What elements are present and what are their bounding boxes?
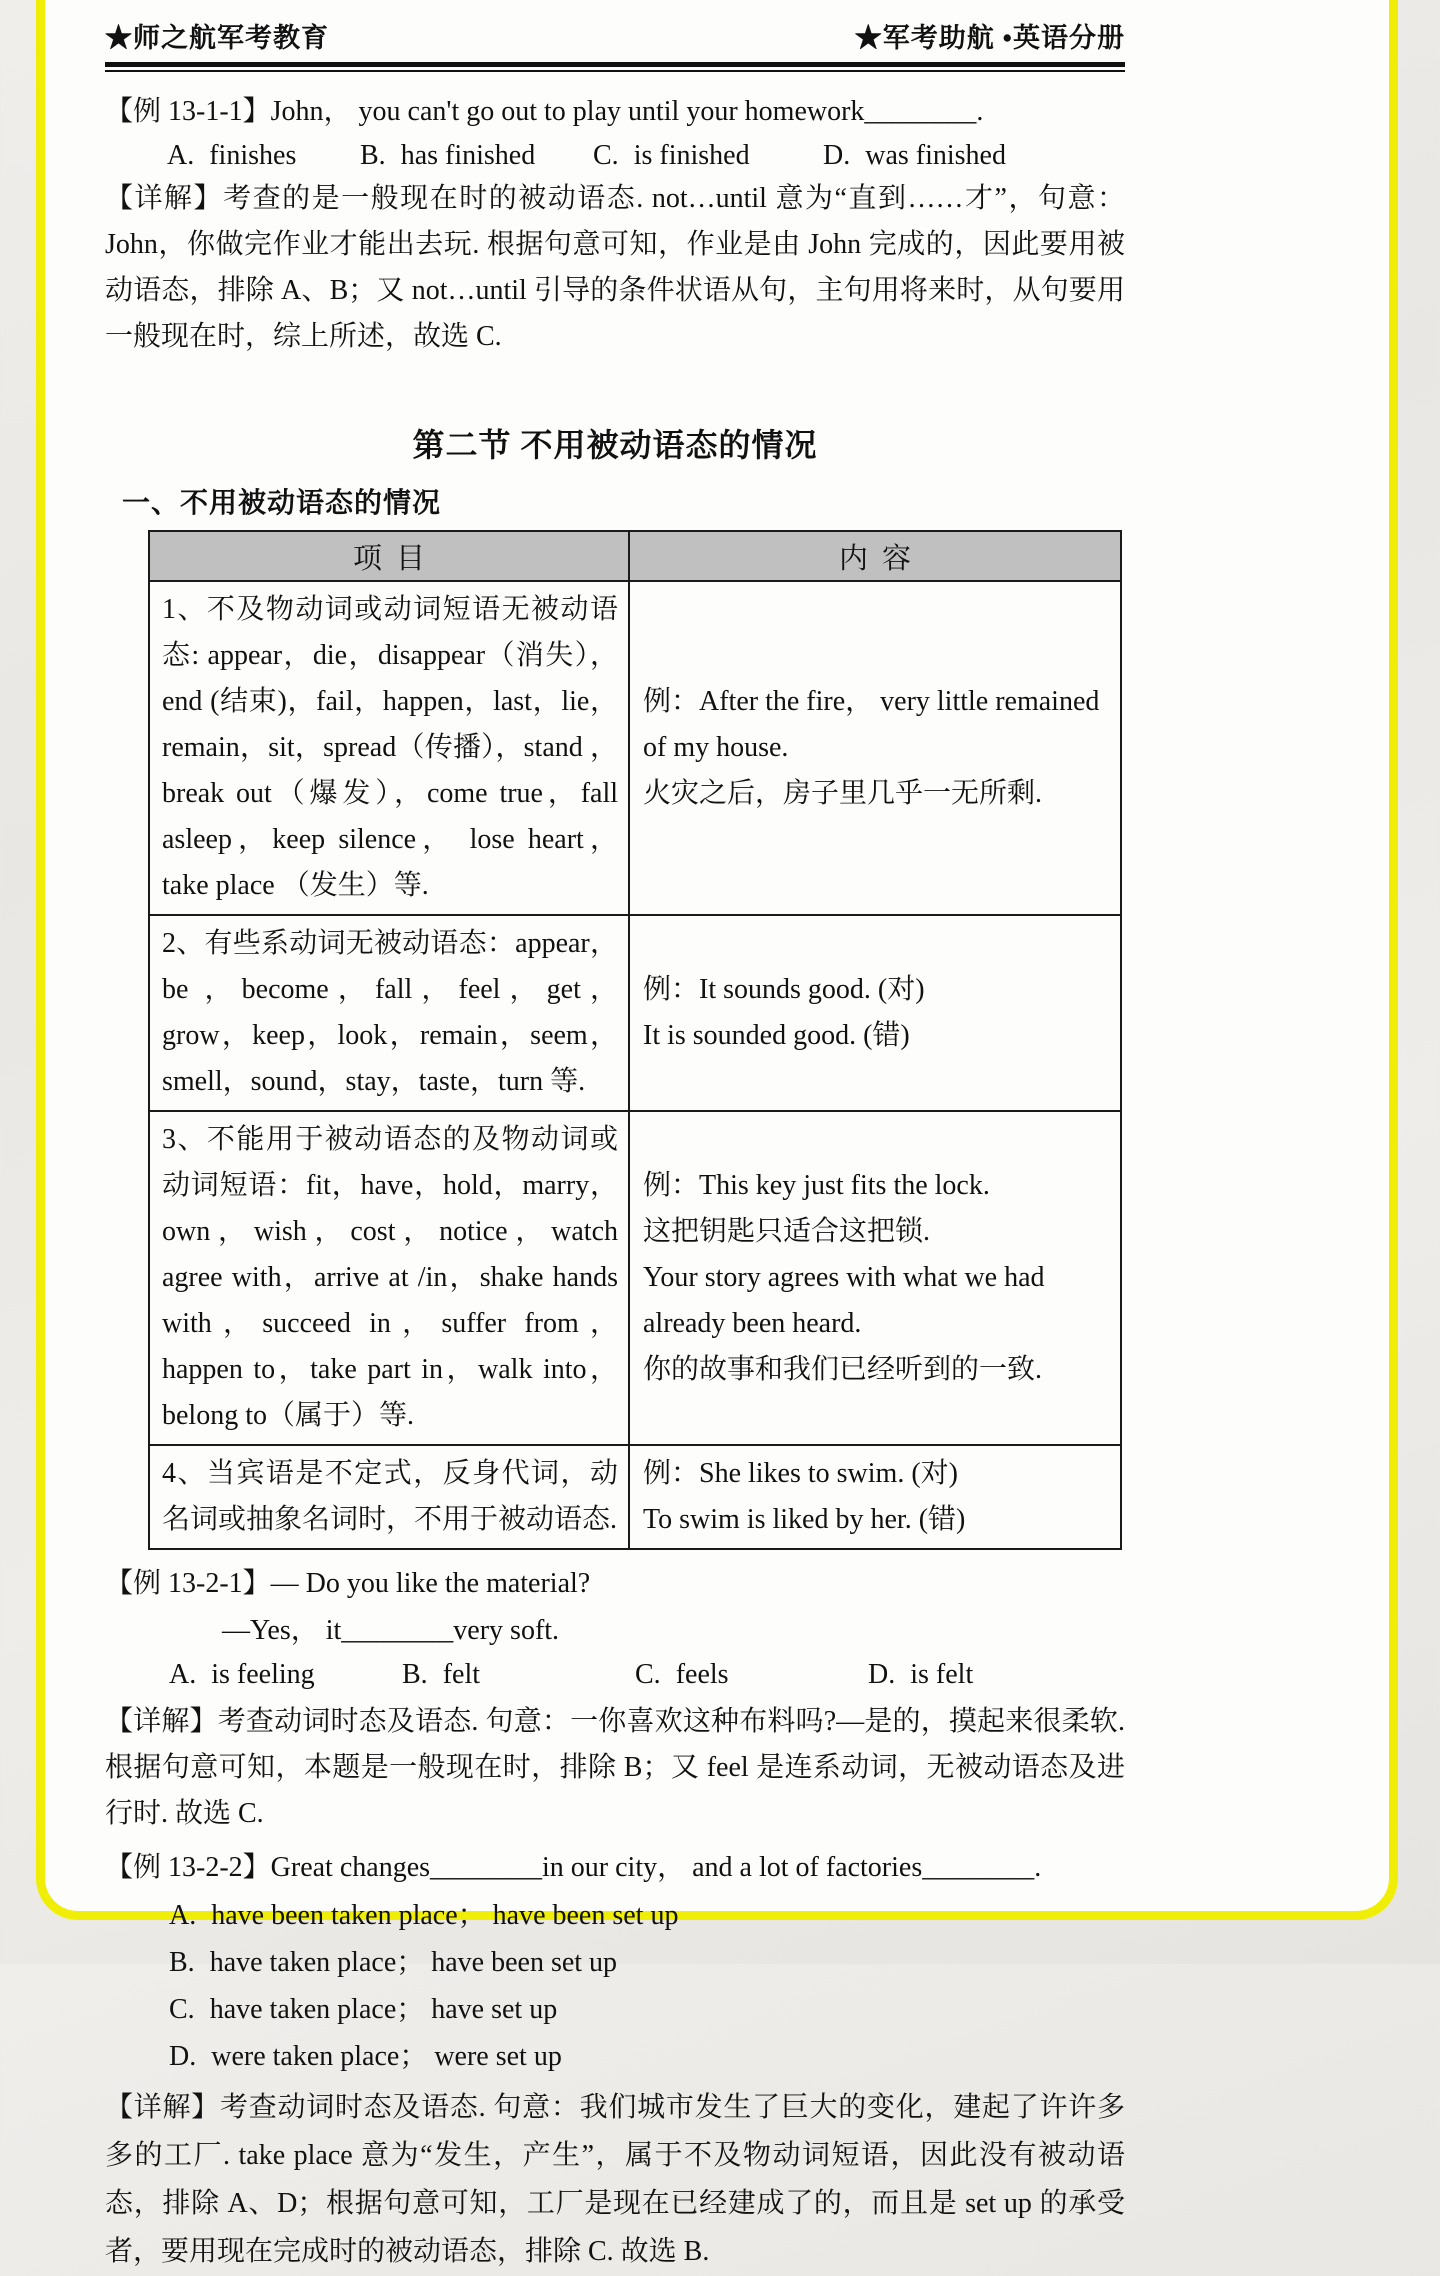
option-c-key: C. [635,1659,661,1690]
page-content [105,0,1125,2276]
option-b-key: B. [402,1659,428,1690]
option-d-key: D. [868,1659,896,1690]
rule-3-example-line: Your story agrees with what we had already been heard. [643,1262,1045,1339]
rule-2-example-line: 例：It sounds good. (对) [643,974,925,1005]
table-header-row [149,531,1121,581]
example-13-1-1-text: John， you can't go out to play until your homework________. [270,96,984,127]
brand-right: ★军考助航 •英语分册 [854,23,1125,53]
option-b-text: has finished [400,140,536,171]
rule-2-item: 2、有些系动词无被动语态：appear，be ，become，fall，feel，get，grow，keep，look，remain，seem，smell，sound，stay，taste，turn 等. [149,915,629,1111]
rule-3-example-line: 例：This key just fits the lock. [643,1170,990,1201]
option-c [593,141,823,171]
example-13-2-1-question [105,1568,1125,1600]
option-a-key: A. [169,1900,197,1931]
option-a-text: finishes [209,140,297,171]
rule-4-content [629,1445,1121,1549]
explanation-13-2-2 [105,2084,1125,2276]
option-a-text: have been taken place； have been set up [211,1900,679,1931]
example-13-1-1-options [105,141,1125,171]
section-title: 第二节 不用被动语态的情况 [412,427,818,463]
rule-1-item: 1、不及物动词或动词短语无被动语态: appear，die，disappear（消失），end (结束)，fail，happen，last，lie，remain，sit，spread（传播），stand ，break out（爆发），come true，fall asleep，keep silence， lose heart， take place （发生）等. [149,581,629,915]
table-row [149,581,1121,915]
option-a-key: A. [167,140,195,171]
example-13-2-1-line1: — Do you like the material? [270,1568,591,1599]
option-b-key: B. [360,140,386,171]
explanation-13-2-2-label: 【详解】 [105,2092,220,2123]
option-a [169,1901,1125,1931]
section-subheading: 一、不用被动语态的情况 [122,488,442,519]
option-a [167,141,360,171]
explanation-13-2-2-text: 考查动词时态及语态. 句意：我们城市发生了巨大的变化，建起了许许多多的工厂. take place 意为“发生，产生”，属于不及物动词短语，因此没有被动语态，排除 A、D；根据句意可知，工厂是现在已经建成了的，而且是 set up 的承受者，要用现在完成时的被动语态，排除 C. 故选 B. [105,2092,1125,2267]
option-b [360,141,593,171]
column-header-content: 内容 [629,531,1121,581]
option-d [823,141,1125,171]
example-13-1-1-question [105,96,1125,128]
option-d-key: D. [169,2041,197,2072]
option-c [169,1995,1125,2025]
rule-3-content [629,1111,1121,1445]
option-d [868,1660,1125,1690]
passive-voice-rules-table [148,530,1122,1550]
rule-2-content [629,915,1121,1111]
option-d-text: were taken place； were set up [211,2041,562,2072]
column-header-item: 项目 [149,531,629,581]
option-d [169,2042,1125,2072]
explanation-13-1-1 [105,176,1125,360]
option-b [402,1660,635,1690]
option-d-text: is felt [910,1659,974,1690]
rule-2-example-line: It is sounded good. (错) [643,1020,910,1051]
rule-3-item: 3、不能用于被动语态的及物动词或动词短语：fit，have，hold，marry，own，wish，cost，notice，watch agree with，arrive at /in，shake hands with，succeed in，suffer from，happen to，take part in，walk into， belong to（属于）等. [149,1111,629,1445]
header-double-rule [105,62,1125,72]
explanation-13-1-1-label: 【详解】 [105,183,224,214]
rule-1-example-line: 火灾之后，房子里几乎一无所剩. [643,778,1043,809]
rule-1-content [629,581,1121,915]
option-c-text: feels [675,1659,729,1690]
option-d-key: D. [823,140,851,171]
rule-4-example-line: To swim is liked by her. (错) [643,1504,966,1535]
example-13-2-1-options [105,1660,1125,1690]
explanation-13-1-1-text: 考查的是一般现在时的被动语态. not…until 意为“直到……才”，句意：John，你做完作业才能出去玩. 根据句意可知，作业是由 John 完成的，因此要用被动语态，排除 A、B；又 not…until 引导的条件状语从句，主句用将来时，从句要用一般现在时，综上所述，故选 C. [105,183,1125,352]
option-c-text: is finished [633,140,750,171]
brand-left: ★师之航军考教育 [105,23,329,53]
rule-4-example-line: 例：She likes to swim. (对) [643,1458,958,1489]
example-13-2-1-answer-line: —Yes， it________very soft. [222,1615,560,1646]
option-c-key: C. [169,1994,195,2025]
option-b-text: have taken place； have been set up [209,1947,618,1978]
example-13-2-1-label: 【例 13-2-1】 [105,1568,271,1599]
rule-3-example-line: 你的故事和我们已经听到的一致. [643,1354,1043,1385]
explanation-13-2-1-label: 【详解】 [105,1706,218,1737]
table-row [149,1111,1121,1445]
option-c [635,1660,868,1690]
option-c-key: C. [593,140,619,171]
option-c-text: have taken place； have set up [209,1994,558,2025]
example-13-2-2-question [105,1852,1125,1884]
option-a-key: A. [169,1659,197,1690]
option-b-text: felt [442,1659,480,1690]
option-b-key: B. [169,1947,195,1978]
rule-1-example-line: 例：After the fire， very little remained of my house. [643,686,1100,763]
page-header [105,0,1125,55]
example-13-2-2-text: Great changes________in our city， and a lot of factories________. [270,1852,1042,1883]
option-a-text: is feeling [211,1659,315,1690]
rule-3-example-line: 这把钥匙只适合这把锁. [643,1216,931,1247]
explanation-13-2-1-text: 考查动词时态及语态. 句意：一你喜欢这种布料吗?—是的，摸起来很柔软. 根据句意可知，本题是一般现在时，排除 B；又 feel 是连系动词，无被动语态及进行时. 故选 C. [105,1706,1125,1829]
rule-4-item: 4、当宾语是不定式，反身代词，动名词或抽象名词时，不用于被动语态. [149,1445,629,1549]
option-a [169,1660,402,1690]
option-b [169,1948,1125,1978]
table-row [149,1445,1121,1549]
example-13-2-2-label: 【例 13-2-2】 [105,1852,271,1883]
example-13-1-1-label: 【例 13-1-1】 [105,96,271,127]
table-row [149,915,1121,1111]
explanation-13-2-1 [105,1699,1125,1837]
option-d-text: was finished [865,140,1006,171]
